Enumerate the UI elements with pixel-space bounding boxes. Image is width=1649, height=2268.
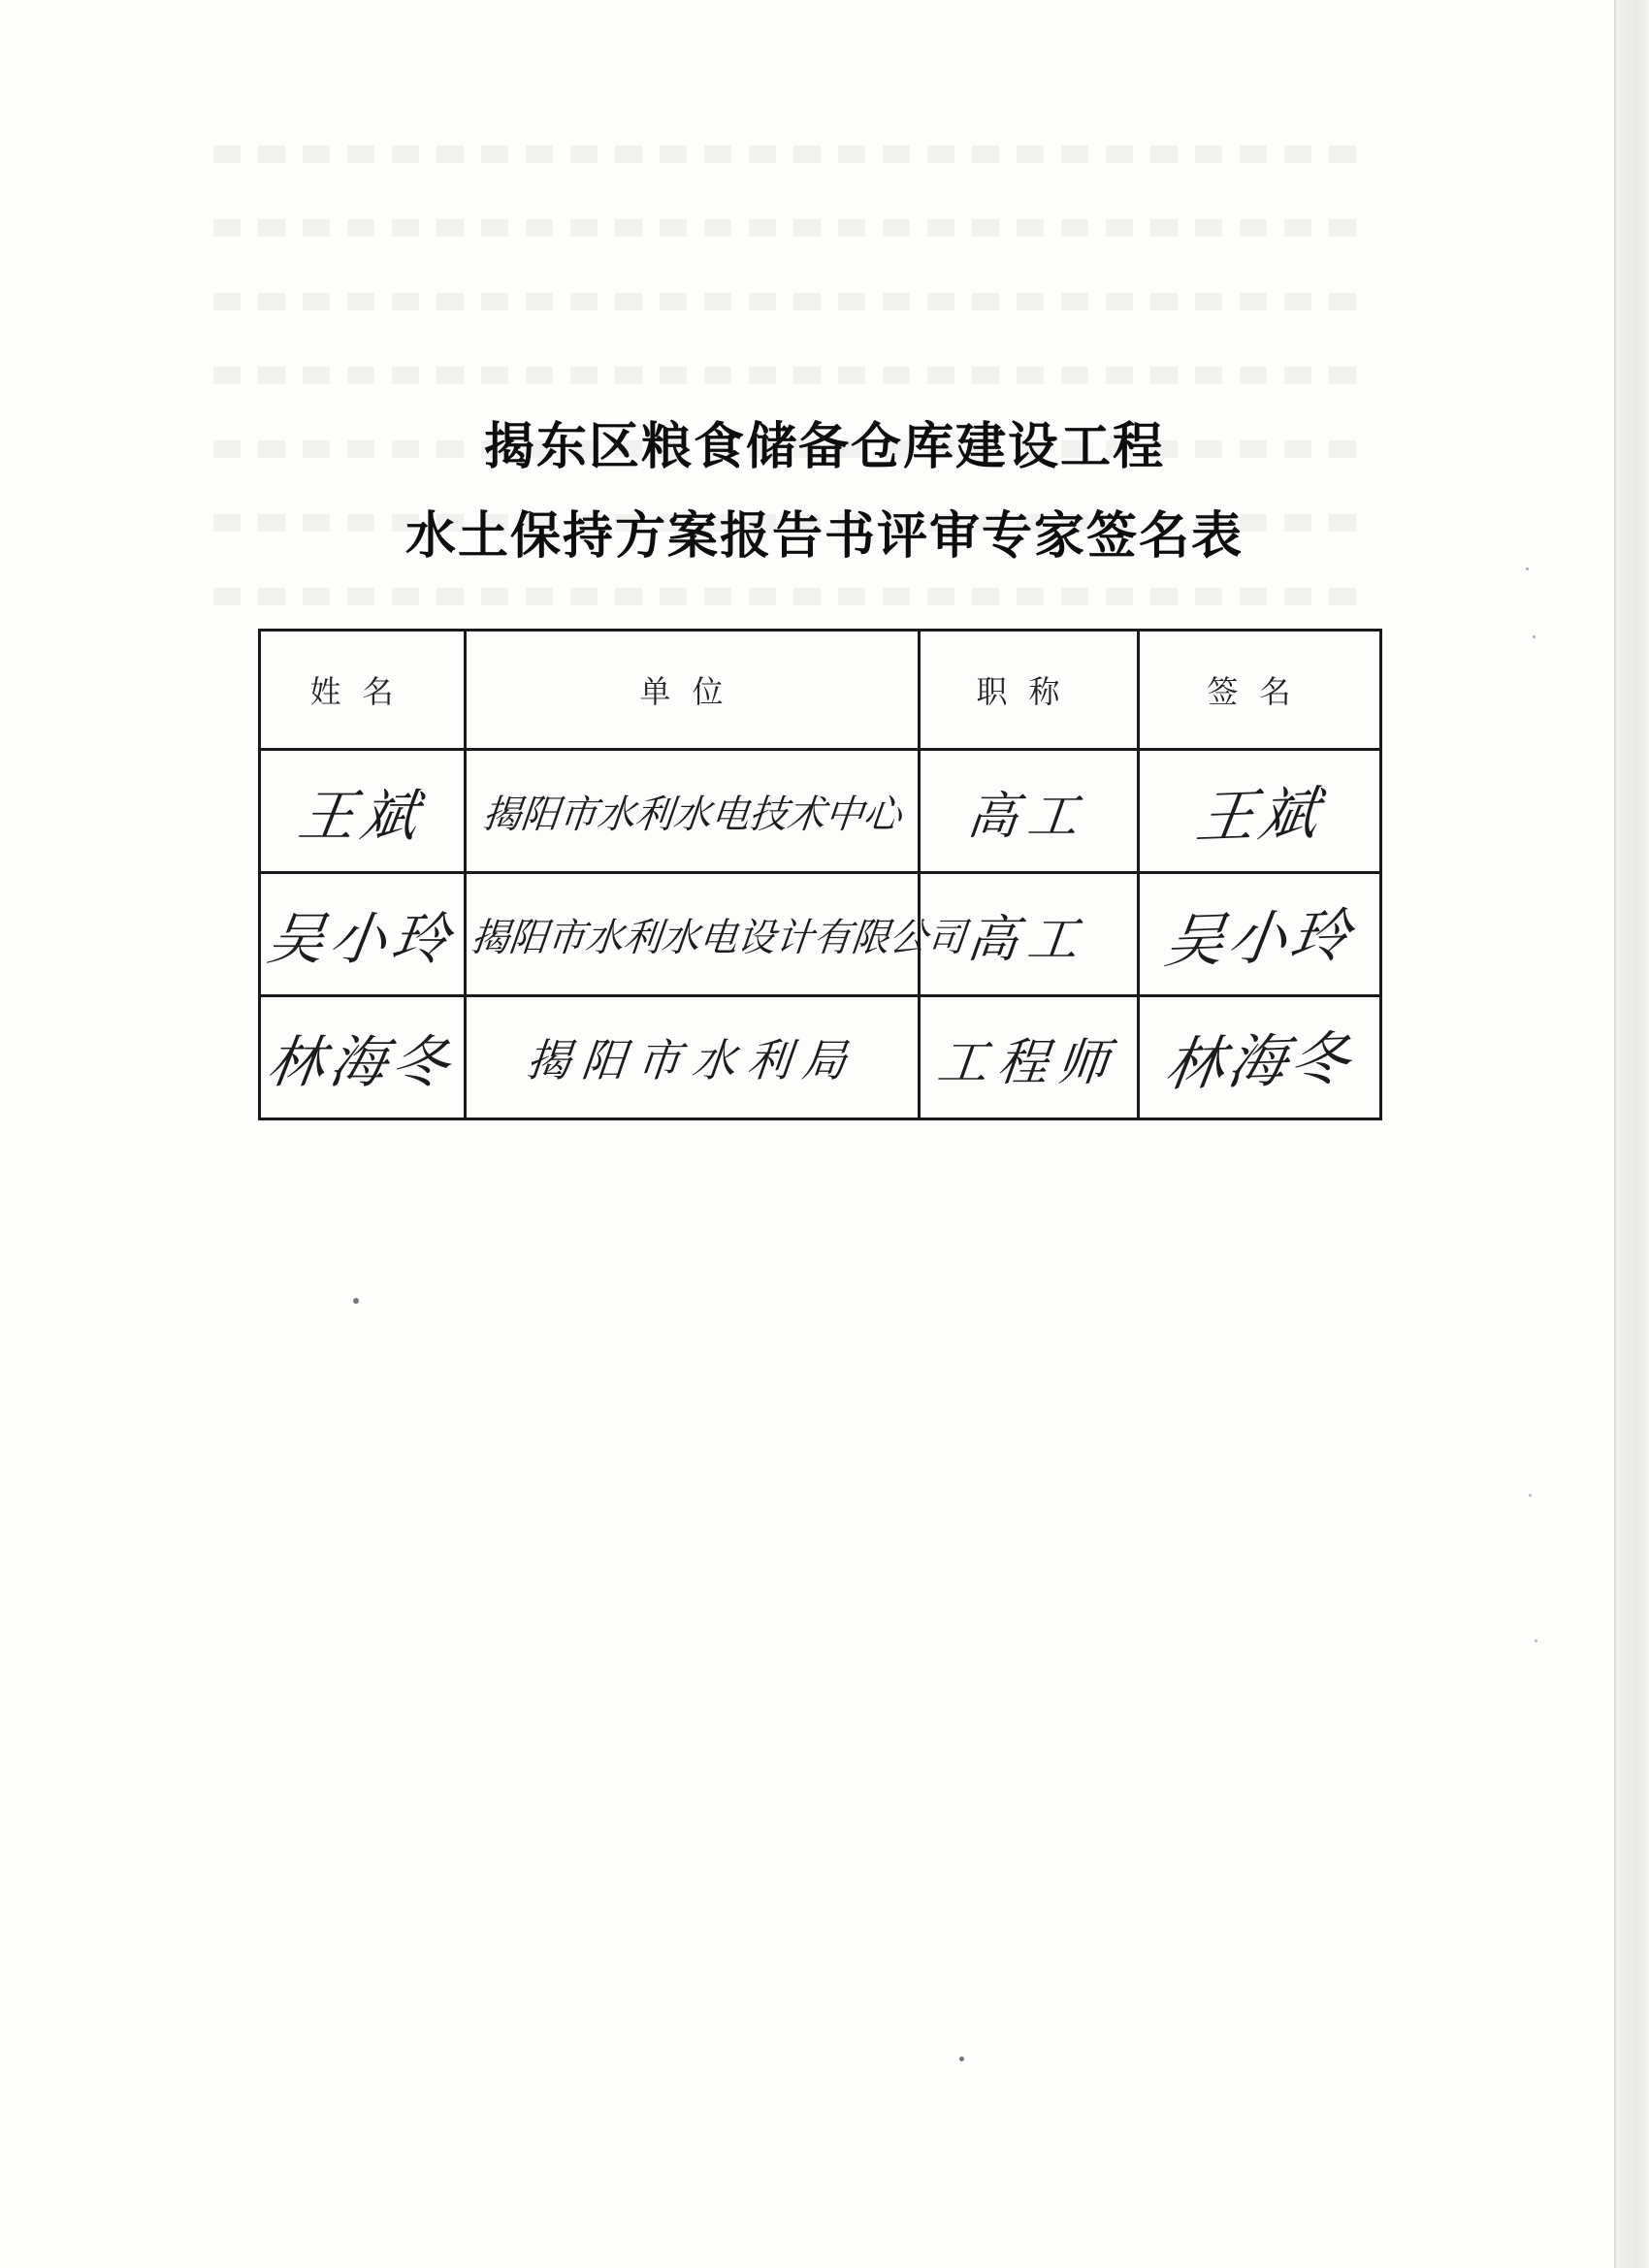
handwritten-title: 高工 <box>964 910 1092 969</box>
scan-speck <box>353 1298 359 1304</box>
unit-cell <box>466 996 920 1119</box>
handwritten-name: 吴小玲 <box>264 906 460 972</box>
signature-cell <box>1139 873 1381 996</box>
header-unit: 单位 <box>466 631 920 750</box>
scan-speck <box>1535 1639 1537 1642</box>
header-name: 姓名 <box>260 631 466 750</box>
document-title-line-1: 揭东区粮食储备仓库建设工程 <box>483 418 1165 476</box>
handwritten-unit: 揭阳市水利局 <box>523 1034 860 1086</box>
scan-edge-shadow <box>1616 0 1649 2268</box>
table-row <box>260 873 1381 996</box>
handwritten-signature: 王斌 <box>1191 779 1327 853</box>
handwritten-name: 王斌 <box>295 783 429 849</box>
table-row <box>260 996 1381 1119</box>
expert-signature-table <box>258 629 1382 1120</box>
title-cell <box>920 996 1139 1119</box>
table-header-row <box>260 631 1381 750</box>
handwritten-unit: 揭阳市水利水电技术中心 <box>480 792 904 837</box>
handwritten-unit: 揭阳市水利水电设计有限公司 <box>469 915 968 960</box>
unit-cell <box>466 873 968 996</box>
name-cell <box>260 996 466 1119</box>
scan-speck <box>959 2057 964 2061</box>
unit-cell <box>466 750 920 873</box>
table-row <box>260 750 1381 873</box>
handwritten-title: 工程师 <box>934 1033 1122 1092</box>
scan-speck <box>1533 635 1536 638</box>
handwritten-title: 高工 <box>964 787 1092 846</box>
header-title: 职称 <box>920 631 1139 750</box>
document-title-line-2: 水土保持方案报告书评审专家签名表 <box>404 507 1244 566</box>
title-cell <box>920 750 1139 873</box>
signature-cell <box>1139 750 1381 873</box>
scan-edge-line <box>1614 0 1616 2268</box>
name-cell <box>260 750 466 873</box>
handwritten-signature: 林海冬 <box>1160 1024 1358 1100</box>
handwritten-signature: 吴小玲 <box>1160 901 1358 977</box>
scan-speck <box>1526 567 1529 570</box>
scan-speck <box>1529 1494 1532 1497</box>
signature-cell <box>1139 996 1381 1119</box>
name-cell <box>260 873 466 996</box>
header-signature: 签名 <box>1139 631 1381 750</box>
handwritten-name: 林海冬 <box>264 1029 460 1095</box>
